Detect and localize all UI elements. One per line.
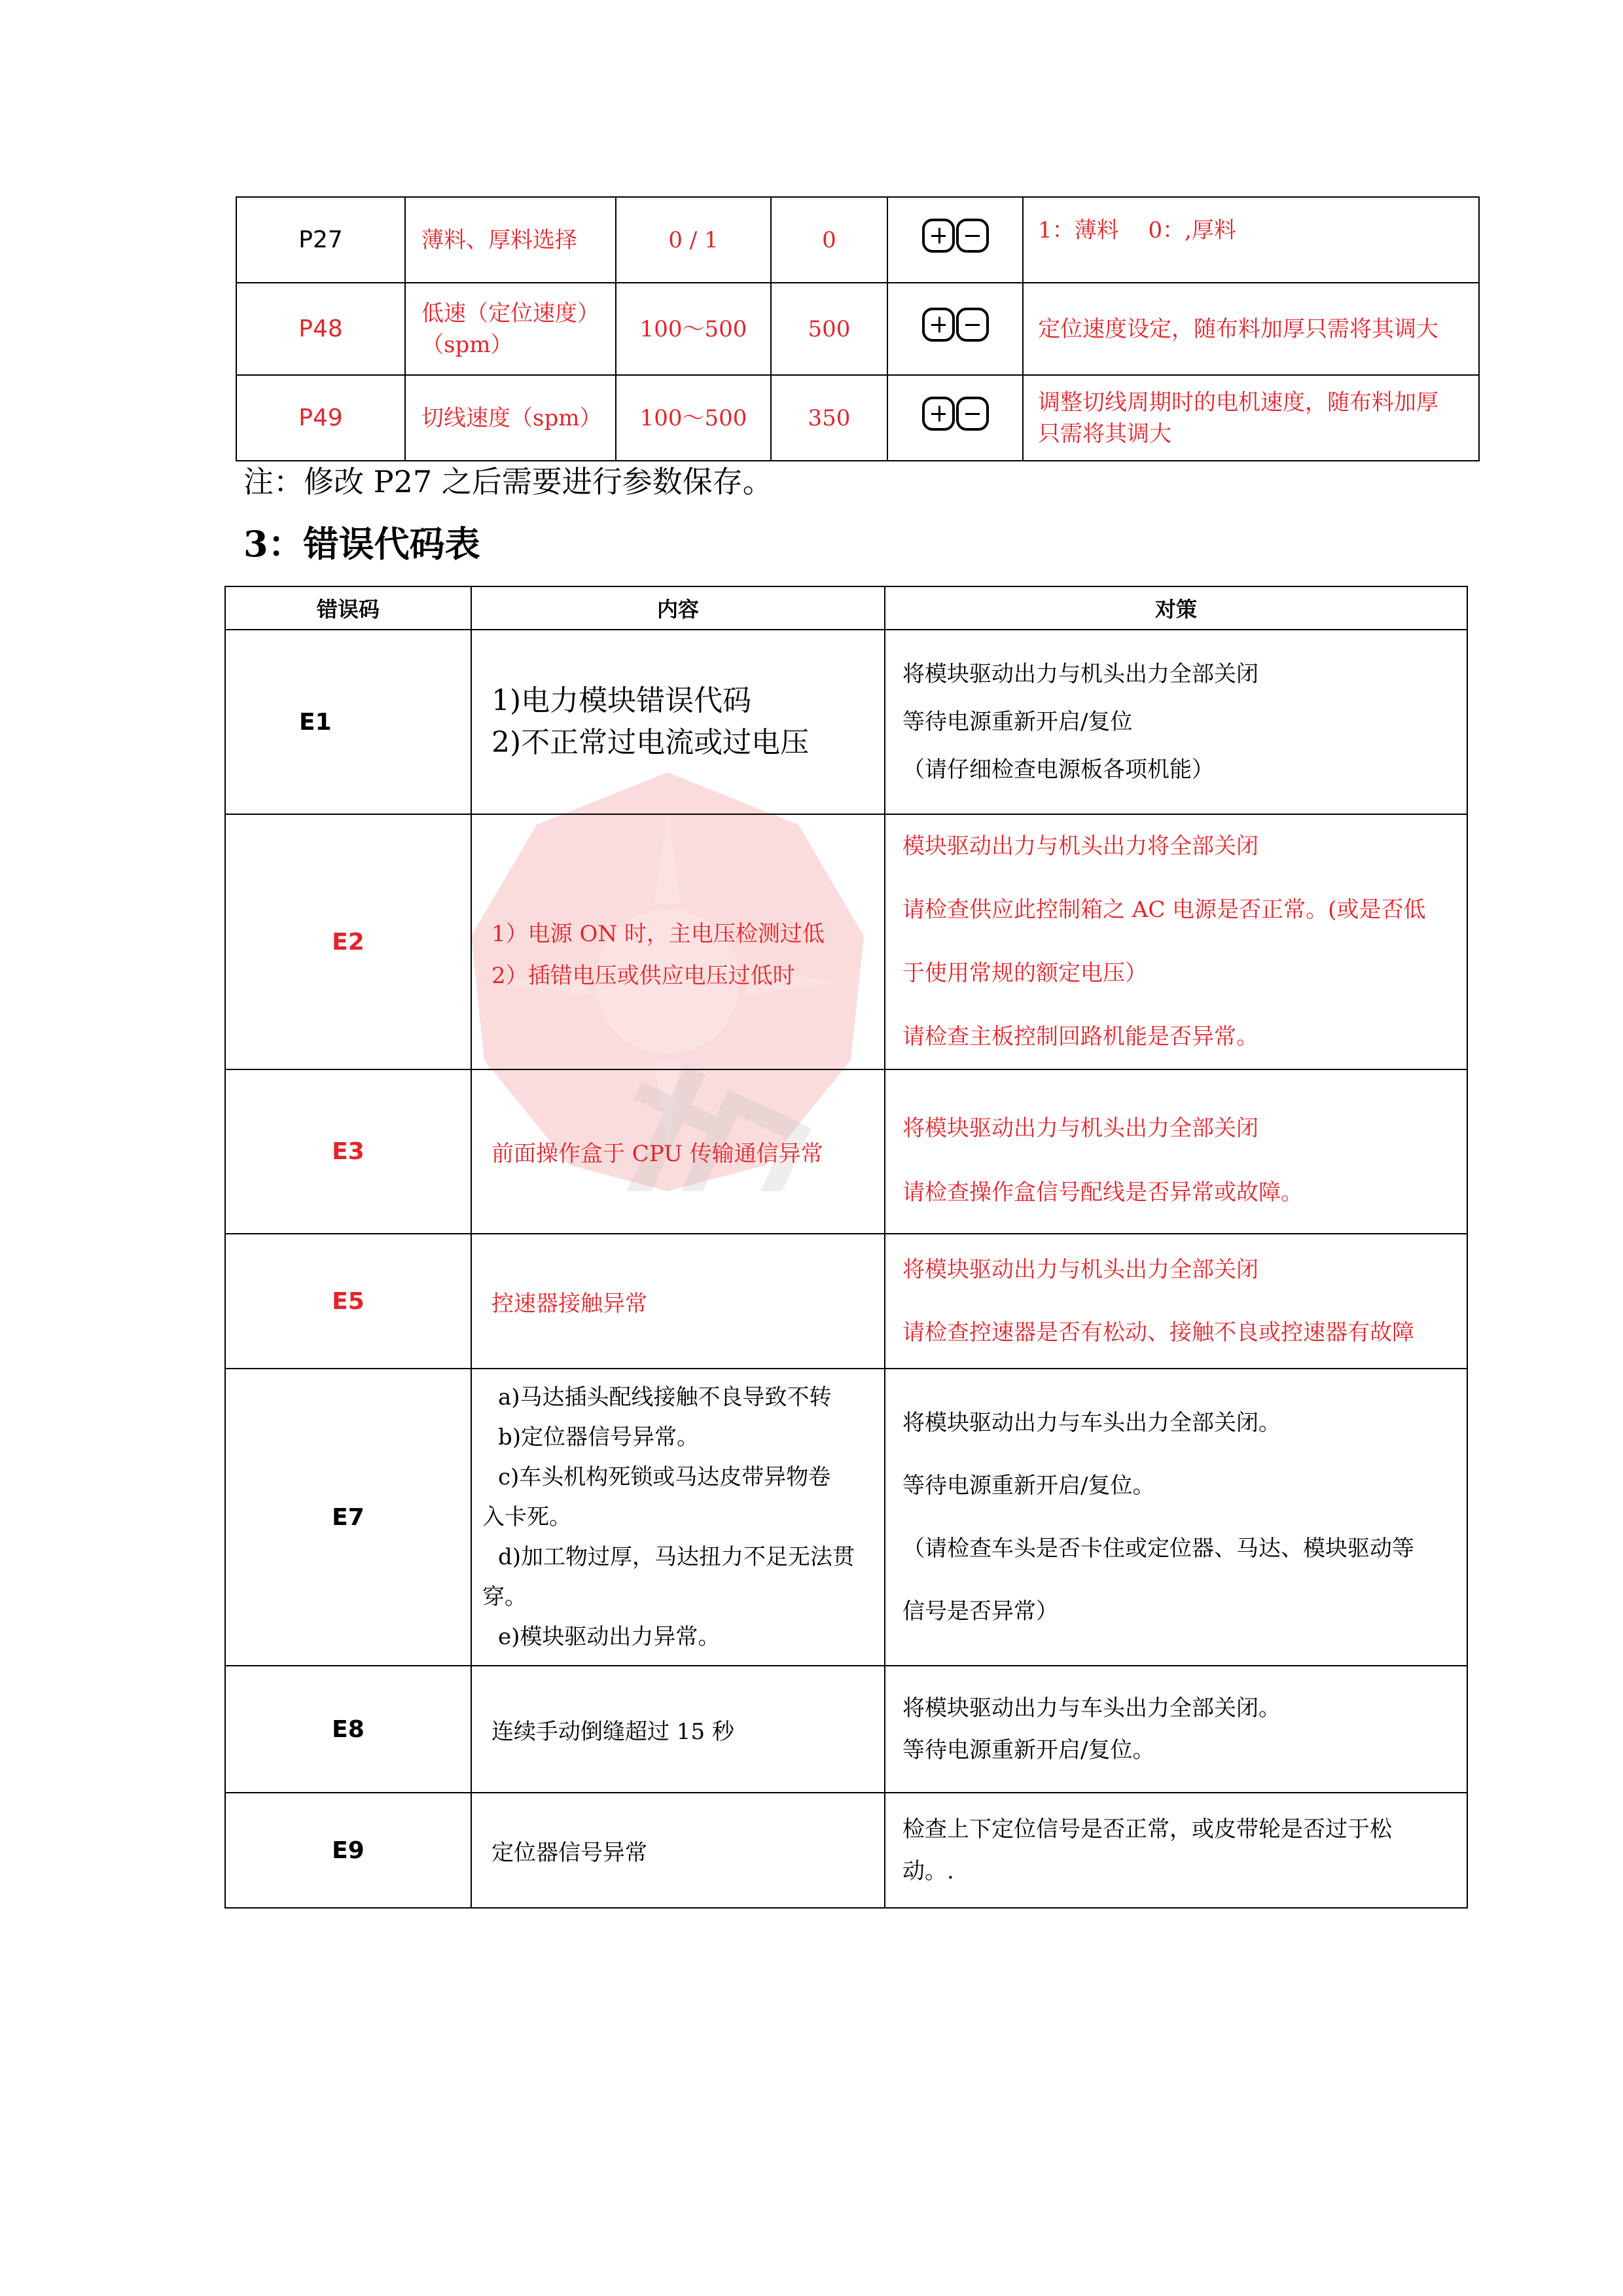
param-desc: 定位速度设定，随布料加厚只需将其调大 [1023,283,1479,375]
error-code: E2 [225,814,471,1069]
table-row [225,1793,1467,1908]
measure-line: 信号是否异常） [902,1598,1058,1624]
param-desc: 1：薄料 0：,厚料 [1023,197,1479,283]
param-name-line: （spm） [421,331,513,358]
param-name-line: 低速（定位速度） [421,300,599,327]
measure-line: （请仔细检查电源板各项机能） [902,756,1214,783]
content-line: 穿。 [482,1583,527,1610]
error-content [471,1369,885,1666]
content-line: 1）电源 ON 时，主电压检测过低 [491,921,825,947]
measure-line: 请检查操作盒信号配线是否异常或故障。 [902,1179,1303,1206]
table-row [225,1369,1467,1666]
error-content [471,814,885,1069]
error-measure [885,1369,1467,1666]
measure-line: 于使用常规的额定电压） [902,960,1147,986]
measure-line: 将模块驱动出力与机头出力全部关闭 [902,660,1258,687]
param-desc-line: 只需将其调大 [1038,420,1171,447]
param-code: P49 [236,375,405,461]
table-row [225,814,1467,1069]
column-header-content: 内容 [471,586,885,630]
error-content [471,1069,885,1234]
table-row [236,375,1479,461]
param-keys [887,283,1023,375]
content-line: e)模块驱动出力异常。 [498,1623,721,1650]
measure-line: 模块驱动出力与机头出力将全部关闭 [902,833,1258,859]
note-text: 注：修改 P27 之后需要进行参数保存。 [243,464,773,499]
param-default: 500 [771,283,887,375]
content-line: c)车头机构死锁或马达皮带异物卷 [498,1463,831,1490]
param-range: 0 / 1 [616,197,771,283]
param-range: 100～500 [616,283,771,375]
param-range: 100～500 [616,375,771,461]
content-line: d)加工物过厚，马达扭力不足无法贯 [498,1543,855,1570]
measure-line: 将模块驱动出力与机头出力全部关闭 [902,1257,1258,1283]
content-line: 连续手动倒缝超过 15 秒 [491,1718,734,1745]
error-code: E8 [225,1666,471,1793]
error-measure [885,1793,1467,1908]
error-code: E9 [225,1793,471,1908]
measure-line: 动。. [902,1858,954,1884]
table-row [236,283,1479,375]
param-code: P27 [236,197,405,283]
error-code-table [224,586,1468,1909]
table-row [225,1666,1467,1793]
measure-line: 等待电源重新开启/复位。 [902,1473,1155,1499]
minus-key-icon [956,308,989,342]
measure-line: 请检查主板控制回路机能是否异常。 [902,1024,1258,1050]
error-measure [885,814,1467,1069]
measure-line: 等待电源重新开启/复位 [902,708,1133,735]
error-measure [885,1234,1467,1369]
measure-line: 请检查供应此控制箱之 AC 电源是否正常。(或是否低 [902,897,1426,923]
error-code: E5 [225,1234,471,1369]
content-line: 前面操作盒于 CPU 传输通信异常 [491,1141,823,1167]
measure-line: （请检查车头是否卡住或定位器、马达、模块驱动等 [902,1535,1414,1562]
content-line: a)马达插头配线接触不良导致不转 [498,1384,832,1410]
table-row [225,1234,1467,1369]
content-line: 1)电力模块错误代码 [491,684,752,717]
param-name: 薄料、厚料选择 [405,197,616,283]
plus-key-icon [922,308,955,342]
minus-key-icon [956,219,989,253]
param-default: 0 [771,197,887,283]
error-measure [885,1069,1467,1234]
table-header-row [225,586,1467,630]
param-desc-line: 调整切线周期时的电机速度，随布料加厚 [1038,389,1438,416]
content-line: 2）插错电压或供应电压过低时 [491,963,795,989]
error-measure [885,630,1467,814]
plus-key-icon [922,397,955,431]
error-content [471,630,885,814]
column-header-code: 错误码 [225,586,471,630]
content-line: 控速器接触异常 [491,1290,647,1317]
measure-line: 将模块驱动出力与车头出力全部关闭。 [902,1410,1281,1436]
column-header-measure: 对策 [885,586,1467,630]
table-row [225,1069,1467,1234]
minus-key-icon [956,397,989,431]
error-content [471,1234,885,1369]
param-code: P48 [236,283,405,375]
content-line: 2)不正常过电流或过电压 [491,726,810,759]
param-keys [887,375,1023,461]
param-desc [1023,375,1479,461]
error-measure [885,1666,1467,1793]
content-line: 定位器信号异常 [491,1839,647,1866]
section-heading: 3：错误代码表 [243,523,480,565]
error-content [471,1666,885,1793]
measure-line: 检查上下定位信号是否正常，或皮带轮是否过于松 [902,1816,1392,1842]
error-code: E1 [225,630,471,814]
measure-line: 等待电源重新开启/复位。 [902,1737,1155,1763]
table-row [225,630,1467,814]
measure-line: 请检查控速器是否有松动、接触不良或控速器有故障 [902,1319,1414,1346]
error-code: E3 [225,1069,471,1234]
param-name: 切线速度（spm） [405,375,616,461]
content-line: 入卡死。 [482,1503,571,1530]
parameter-table [236,196,1480,461]
measure-line: 将模块驱动出力与机头出力全部关闭 [902,1115,1258,1141]
measure-line: 将模块驱动出力与车头出力全部关闭。 [902,1695,1281,1721]
error-code: E7 [225,1369,471,1666]
plus-key-icon [922,219,955,253]
param-name [405,283,616,375]
param-keys [887,197,1023,283]
table-row [236,197,1479,283]
param-default: 350 [771,375,887,461]
content-line: b)定位器信号异常。 [498,1424,700,1450]
error-content [471,1793,885,1908]
